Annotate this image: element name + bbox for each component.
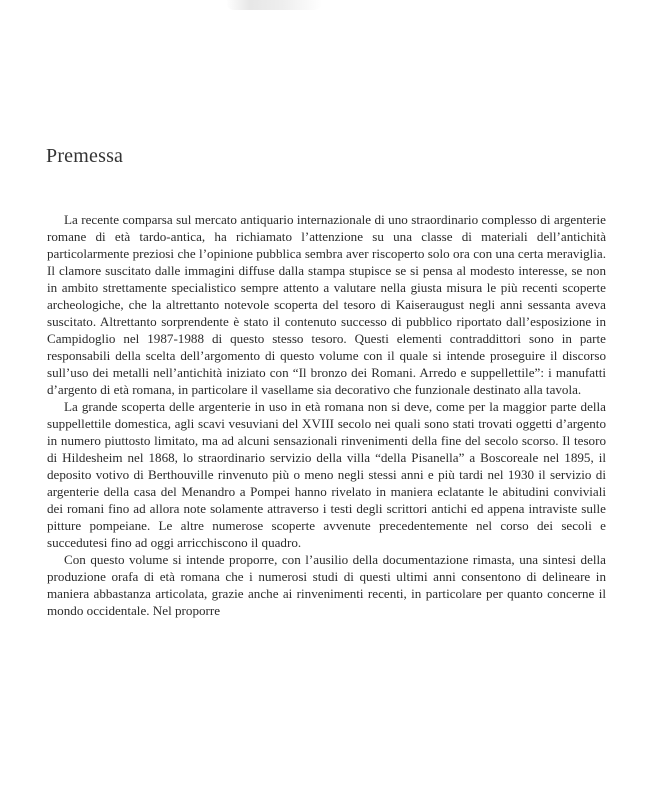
scan-artifact xyxy=(226,0,322,10)
paragraph-volume-purpose: Con questo volume si intende proporre, con l’ausilio della documentazione rimasta, una sintesi della produzione orafa di età romana che i numerosi studi di questi ultimi anni consentono di delineare in maniera abbastanza articolata, grazie anche ai rinvenimenti recenti, in particolare per quanto concerne il mondo occidentale. Nel proporre xyxy=(47,552,606,619)
paragraph-discoveries: La grande scoperta delle argenterie in uso in età romana non si deve, come per la maggior parte della suppellettile domestica, agli scavi vesuviani del XVIII secolo nei quali sono stati trovati oggetti d’argento in numero piuttosto limitato, ma ad alcuni sensazionali rinvenimenti della fine del secolo scorso. Il tesoro di Hildesheim nel 1868, lo straordinario servizio della villa “della Pisanella” a Boscoreale nel 1895, il deposito votivo di Berthouville rinvenuto più o meno negli stessi anni e più tardi nel 1930 il servizio di argenterie della casa del Menandro a Pompei hanno rivelato in maniera eclatante le abitudini conviviali dei romani fino ad allora note solamente attraverso i testi degli scrittori antichi ed appena intraviste sulle pitture pompeiane. Le altre numerose scoperte avvenute precedentemente nel corso dei secoli e succedutesi fino ad oggi arricchiscono il quadro. xyxy=(47,399,606,551)
paragraph-intro: La recente comparsa sul mercato antiquario internazionale di uno straordinario complesso di argenterie romane di età tardo-antica, ha richiamato l’attenzione su una classe di materiali dell’antichità particolarmente preziosi che l’opinione pubblica sembra aver riscoperto solo ora con una certa meraviglia. Il clamore suscitato dalle immagini diffuse dalla stampa stupisce se si pensa al modesto interesse, se non in ambito strettamente specialistico sempre attento a valutare nella giusta misura le più recenti scoperte archeologiche, che la altrettanto notevole scoperta del tesoro di Kaiseraugust negli anni sessanta aveva suscitato. Altrettanto sorprendente è stato il contenuto successo di pubblico riportato dall’esposizione in Campidoglio nel 1987-1988 di questo stesso tesoro. Questi elementi contraddittori sono in parte responsabili della scelta dell’argomento di questo volume con il quale si intende proseguire il discorso sull’uso dei metalli nell’antichità iniziato con “Il bronzo dei Romani. Arredo e suppellettile”: i manufatti d’argento di età romana, in particolare il vasellame sia decorativo che funzionale destinato alla tavola. xyxy=(47,212,606,398)
body-text xyxy=(47,211,606,619)
page-title: Premessa xyxy=(46,145,124,167)
